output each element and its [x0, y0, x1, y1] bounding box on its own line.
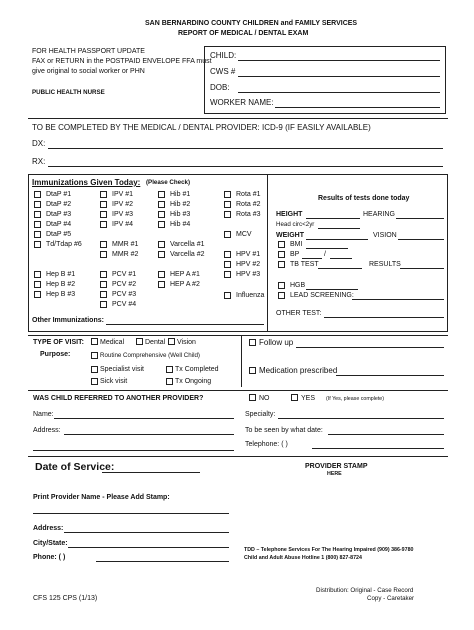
hepa-2-checkbox[interactable] — [158, 281, 165, 288]
hib-2-label: Hib #2 — [170, 201, 191, 208]
tb-test-checkbox[interactable] — [278, 261, 285, 268]
mmr-2-label: MMR #2 — [112, 251, 139, 258]
hepb-1-label: Hep B #1 — [46, 271, 76, 278]
dx-label: DX: — [32, 139, 46, 148]
dtap-1-label: DtaP #1 — [46, 191, 72, 198]
divider-referral — [28, 390, 448, 391]
follow-up-line[interactable] — [296, 347, 444, 348]
referral-address-line[interactable] — [64, 434, 234, 435]
referral-no-checkbox[interactable] — [249, 394, 256, 401]
tb-test-line[interactable] — [318, 268, 362, 269]
hepb-1-checkbox[interactable] — [34, 271, 41, 278]
referral-yes-label: YES — [301, 395, 316, 402]
hearing-line[interactable] — [396, 218, 444, 219]
other-test-label: OTHER TEST: — [276, 310, 322, 317]
hib-2-checkbox[interactable] — [158, 201, 165, 208]
medication-line[interactable] — [336, 375, 444, 376]
dtap-5-label: DtaP #5 — [46, 231, 72, 238]
ipv-1-label: IPV #1 — [112, 191, 134, 198]
hib-4-checkbox[interactable] — [158, 221, 165, 228]
vision-visit-label: Vision — [177, 339, 196, 346]
cws-label: CWS # — [210, 67, 236, 76]
hpv-2-label: HPV #2 — [236, 261, 261, 268]
lead-screening-label: LEAD SCREENING: — [290, 292, 354, 299]
ipv-4-checkbox[interactable] — [100, 221, 107, 228]
hpv-1-label: HPV #1 — [236, 251, 261, 258]
tx-ongoing-label: Tx Ongoing — [175, 378, 212, 385]
bmi-label: BMI — [290, 241, 303, 248]
medication-checkbox[interactable] — [249, 367, 256, 374]
date-of-service-line[interactable] — [102, 472, 200, 473]
height-line[interactable] — [306, 218, 360, 219]
height-label: HEIGHT — [276, 211, 303, 218]
hpv-2-checkbox[interactable] — [224, 261, 231, 268]
bp-line-2[interactable] — [330, 258, 352, 259]
purpose-label: Purpose: — [40, 351, 71, 358]
other-immunizations-label: Other Immunizations: — [32, 317, 104, 324]
rota-1-label: Rota #1 — [236, 191, 261, 198]
hib-4-label: Hib #4 — [170, 221, 191, 228]
hgb-label: HGB — [290, 282, 306, 289]
dental-label: Dental — [145, 339, 166, 346]
mmr-1-label: MMR #1 — [112, 241, 139, 248]
worker-label: WORKER NAME: — [210, 98, 274, 107]
routine-label: Routine Comprehensive (Well Child) — [100, 352, 200, 359]
vision-label: VISION — [373, 232, 397, 239]
hotline-line: Child and Adult Abuse Hotline 1 (800) 827-8724 — [244, 555, 362, 561]
bp-line-1[interactable] — [302, 258, 322, 259]
instruction-line-3: give original to social worker or PHN — [32, 68, 145, 75]
provider-section-title: TO BE COMPLETED BY THE MEDICAL / DENTAL PROVIDER: ICD-9 (IF EASILY AVAILABLE) — [32, 123, 371, 132]
hgb-line[interactable] — [306, 289, 358, 290]
ipv-1-checkbox[interactable] — [100, 191, 107, 198]
hpv-3-checkbox[interactable] — [224, 271, 231, 278]
hib-1-label: Hib #1 — [170, 191, 191, 198]
form-title: REPORT OF MEDICAL / DENTAL EXAM — [178, 30, 309, 37]
dtap-3-label: DtaP #3 — [46, 211, 72, 218]
mcv-checkbox[interactable] — [224, 231, 231, 238]
immunizations-title: Immunizations Given Today: — [32, 178, 141, 187]
dx-line[interactable] — [48, 148, 443, 149]
ipv-2-checkbox[interactable] — [100, 201, 107, 208]
referral-address-label: Address: — [33, 427, 61, 434]
specialty-label: Specialty: — [245, 411, 276, 418]
dtap-5-checkbox[interactable] — [34, 231, 41, 238]
specialist-label: Specialist visit — [100, 366, 144, 373]
medical-checkbox[interactable] — [91, 338, 98, 345]
follow-up-label: Follow up — [259, 338, 294, 347]
dob-line[interactable] — [238, 92, 440, 93]
hepa-1-label: HEP A #1 — [170, 271, 200, 278]
vision-line[interactable] — [398, 239, 444, 240]
provider-address-label: Address: — [33, 525, 64, 532]
to-be-seen-line[interactable] — [328, 434, 444, 435]
pcv-2-label: PCV #2 — [112, 281, 137, 288]
results-label: RESULTS — [369, 261, 401, 268]
provider-name-line[interactable] — [33, 513, 229, 514]
head-circ-label: Head circ<2yr — [276, 221, 315, 228]
hearing-label: HEARING — [363, 211, 395, 218]
provider-phone-label: Phone: ( ) — [33, 554, 66, 561]
pcv-1-label: PCV #1 — [112, 271, 137, 278]
worker-line[interactable] — [275, 107, 440, 108]
specialist-checkbox[interactable] — [91, 366, 98, 373]
hpv-1-checkbox[interactable] — [224, 251, 231, 258]
influenza-label: Influenza — [236, 292, 265, 299]
please-check-note: (Please Check) — [146, 179, 191, 186]
tx-completed-checkbox[interactable] — [166, 366, 173, 373]
visit-divider — [241, 335, 242, 387]
mmr-2-checkbox[interactable] — [100, 251, 107, 258]
dtap-1-checkbox[interactable] — [34, 191, 41, 198]
hpv-3-label: HPV #3 — [236, 271, 261, 278]
divider-visit — [28, 335, 448, 336]
print-provider-label: Print Provider Name - Please Add Stamp: — [33, 494, 170, 501]
lead-screening-line[interactable] — [352, 299, 444, 300]
tx-completed-label: Tx Completed — [175, 366, 219, 373]
hepb-3-checkbox[interactable] — [34, 291, 41, 298]
provider-city-line[interactable] — [68, 547, 229, 548]
sick-visit-label: Sick visit — [100, 378, 128, 385]
provider-stamp-label: PROVIDER STAMP — [305, 463, 368, 470]
form-id: CFS 125 CPS (1/13) — [33, 595, 98, 602]
rota-2-checkbox[interactable] — [224, 201, 231, 208]
divider-provider — [28, 118, 448, 119]
ipv-2-label: IPV #2 — [112, 201, 134, 208]
dental-checkbox[interactable] — [136, 338, 143, 345]
td-tdap-6-checkbox[interactable] — [34, 241, 41, 248]
immunizations-divider — [267, 174, 268, 332]
ipv-4-label: IPV #4 — [112, 221, 134, 228]
referral-address-line-2[interactable] — [33, 450, 234, 451]
medication-label: Medication prescribed — [259, 366, 338, 375]
results-line[interactable] — [400, 268, 444, 269]
referral-no-label: NO — [259, 395, 270, 402]
divider-service — [28, 456, 448, 457]
pcv-2-checkbox[interactable] — [100, 281, 107, 288]
hepb-2-label: Hep B #2 — [46, 281, 76, 288]
dtap-4-label: DtaP #4 — [46, 221, 72, 228]
referral-telephone-label: Telephone: ( ) — [245, 441, 288, 448]
phn-label: PUBLIC HEALTH NURSE — [32, 89, 105, 96]
bp-slash: / — [324, 251, 326, 258]
provider-city-label: City/State: — [33, 540, 68, 547]
bmi-checkbox[interactable] — [278, 241, 285, 248]
hepb-3-label: Hep B #3 — [46, 291, 76, 298]
dtap-3-checkbox[interactable] — [34, 211, 41, 218]
hepa-2-label: HEP A #2 — [170, 281, 200, 288]
referral-yes-note: (If Yes, please complete) — [326, 396, 385, 402]
rota-3-checkbox[interactable] — [224, 211, 231, 218]
lead-screening-checkbox[interactable] — [278, 292, 285, 299]
rx-line[interactable] — [48, 166, 443, 167]
rota-2-label: Rota #2 — [236, 201, 261, 208]
hib-3-label: Hib #3 — [170, 211, 191, 218]
rota-3-label: Rota #3 — [236, 211, 261, 218]
ipv-3-checkbox[interactable] — [100, 211, 107, 218]
follow-up-checkbox[interactable] — [249, 339, 256, 346]
referral-yes-checkbox[interactable] — [291, 394, 298, 401]
tdd-line: TDD – Telephone Services For The Hearing Impaired (909) 386-9780 — [244, 547, 414, 553]
type-of-visit-label: TYPE OF VISIT: — [33, 339, 84, 346]
routine-checkbox[interactable] — [91, 352, 98, 359]
dtap-2-label: DtaP #2 — [46, 201, 72, 208]
mcv-label: MCV — [236, 231, 252, 238]
hib-1-checkbox[interactable] — [158, 191, 165, 198]
tests-title: Results of tests done today — [318, 195, 410, 202]
date-of-service-label: Date of Service: — [35, 461, 115, 473]
pcv-4-label: PCV #4 — [112, 301, 137, 308]
tx-ongoing-checkbox[interactable] — [166, 378, 173, 385]
instruction-line-2: FAX or RETURN in the POSTPAID ENVELOPE FFA must — [32, 58, 212, 65]
weight-line[interactable] — [306, 239, 368, 240]
agency-title: SAN BERNARDINO COUNTY CHILDREN and FAMILY SERVICES — [145, 20, 358, 27]
varcella-2-checkbox[interactable] — [158, 251, 165, 258]
bp-checkbox[interactable] — [278, 251, 285, 258]
pcv-3-label: PCV #3 — [112, 291, 137, 298]
provider-address-line[interactable] — [64, 532, 229, 533]
medical-label: Medical — [100, 339, 125, 346]
ipv-3-label: IPV #3 — [112, 211, 134, 218]
provider-stamp-here: HERE — [327, 471, 342, 477]
child-label: CHILD: — [210, 51, 237, 60]
weight-label: WEIGHT — [276, 232, 304, 239]
specialty-line[interactable] — [278, 418, 444, 419]
rx-label: RX: — [32, 157, 46, 166]
referral-telephone-line[interactable] — [312, 448, 444, 449]
rota-1-checkbox[interactable] — [224, 191, 231, 198]
bp-label: BP — [290, 251, 300, 258]
pcv-3-checkbox[interactable] — [100, 291, 107, 298]
sick-visit-checkbox[interactable] — [91, 378, 98, 385]
other-test-line[interactable] — [324, 317, 444, 318]
hgb-checkbox[interactable] — [278, 282, 285, 289]
other-immunizations-line[interactable] — [106, 324, 264, 325]
dob-label: DOB: — [210, 83, 230, 92]
referral-name-line[interactable] — [54, 418, 234, 419]
pcv-1-checkbox[interactable] — [100, 271, 107, 278]
bmi-line[interactable] — [306, 248, 348, 249]
pcv-4-checkbox[interactable] — [100, 301, 107, 308]
dtap-2-checkbox[interactable] — [34, 201, 41, 208]
mmr-1-checkbox[interactable] — [100, 241, 107, 248]
varcella-1-checkbox[interactable] — [158, 241, 165, 248]
referral-name-label: Name: — [33, 411, 54, 418]
head-circ-line[interactable] — [318, 228, 360, 229]
tb-test-label: TB TEST — [290, 261, 319, 268]
hepa-1-checkbox[interactable] — [158, 271, 165, 278]
td-tdap-6-label: Td/Tdap #6 — [46, 241, 82, 248]
to-be-seen-label: To be seen by what date: — [245, 427, 323, 434]
referral-question: WAS CHILD REFERRED TO ANOTHER PROVIDER? — [33, 395, 204, 402]
provider-phone-line[interactable] — [96, 561, 229, 562]
varcella-1-label: Varcella #1 — [170, 241, 205, 248]
varcella-2-label: Varcella #2 — [170, 251, 205, 258]
influenza-checkbox[interactable] — [224, 292, 231, 299]
hepb-2-checkbox[interactable] — [34, 281, 41, 288]
distribution-line: Distribution: Original - Case Record — [316, 587, 414, 594]
vision-visit-checkbox[interactable] — [168, 338, 175, 345]
child-line[interactable] — [238, 60, 440, 61]
cws-line[interactable] — [238, 76, 440, 77]
distribution-copy: Copy - Caretaker — [367, 595, 415, 602]
hib-3-checkbox[interactable] — [158, 211, 165, 218]
instruction-line-1: FOR HEALTH PASSPORT UPDATE — [32, 48, 145, 55]
dtap-4-checkbox[interactable] — [34, 221, 41, 228]
